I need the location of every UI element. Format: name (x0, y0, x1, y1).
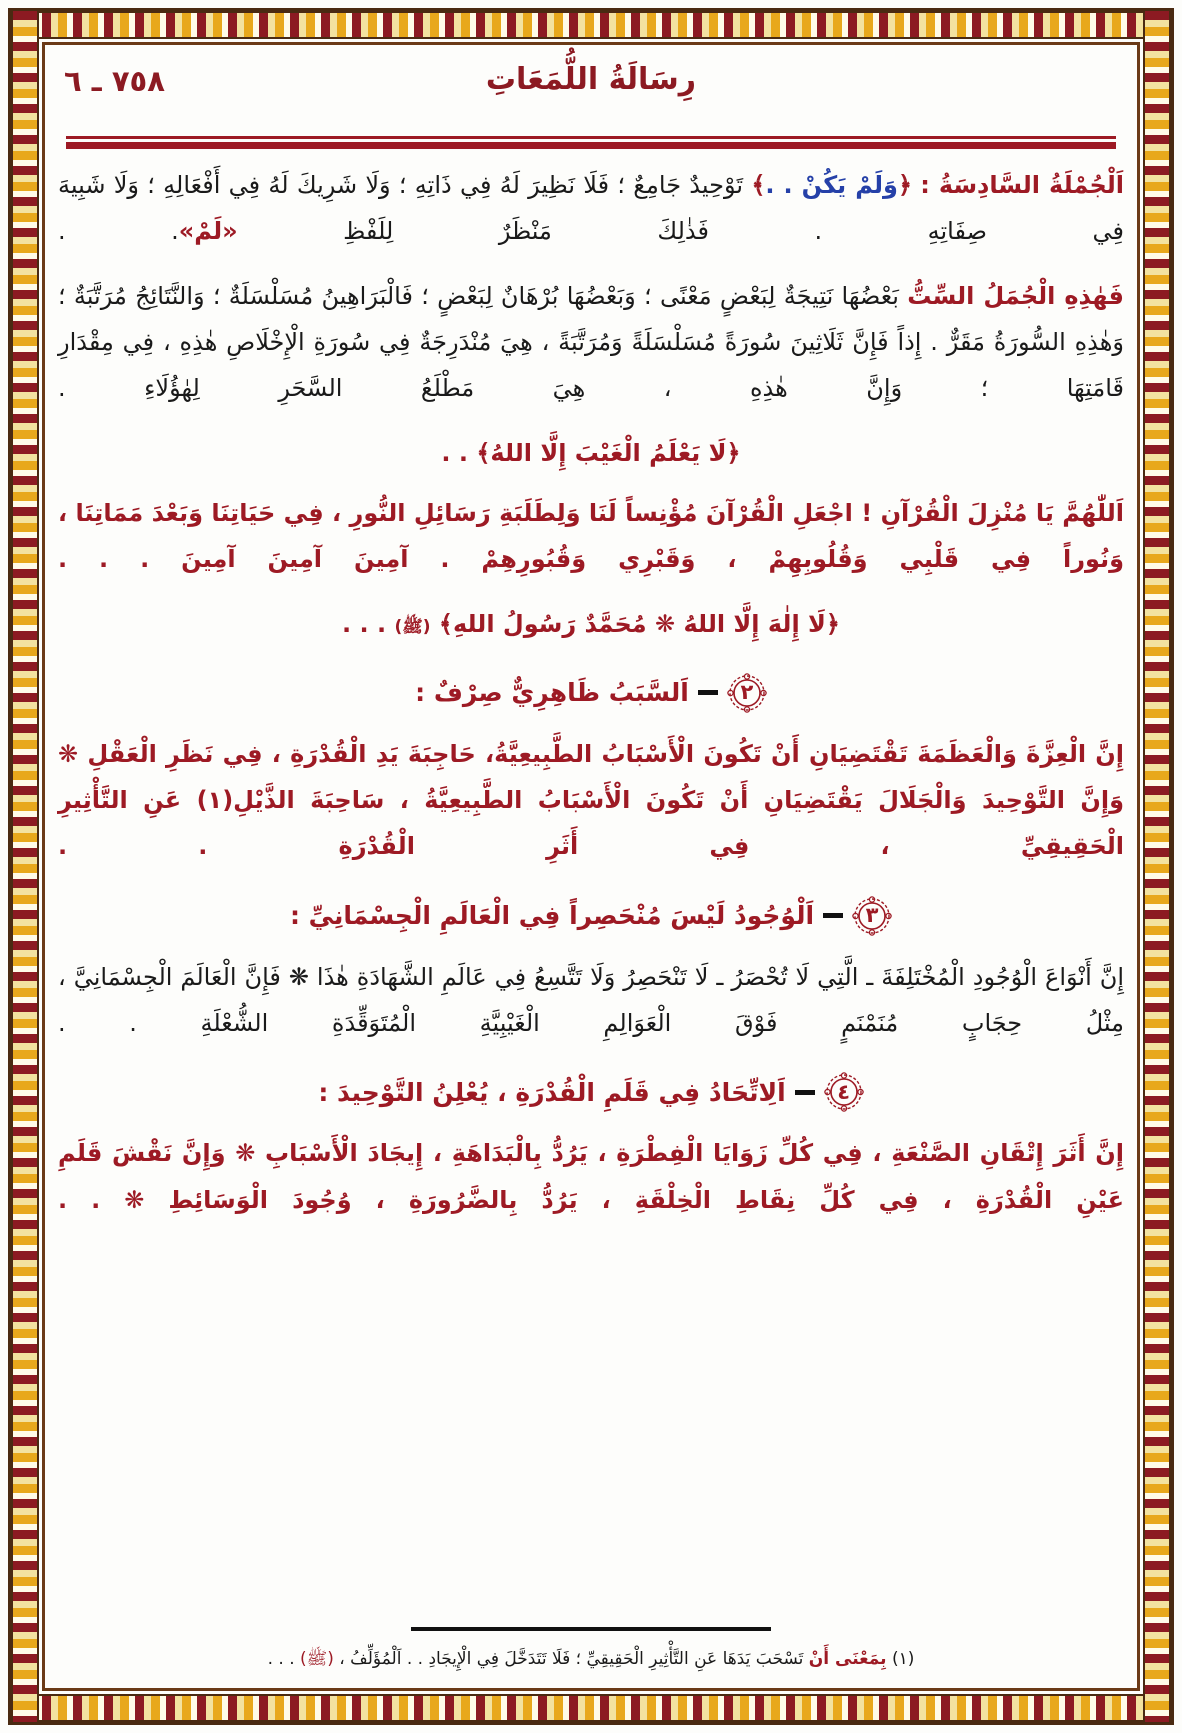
footnote-pbuh-icon: (ﷺ) (300, 1649, 334, 1670)
sixth-sentence-body: تَوْحِيدٌ جَامِعٌ ؛ فَلَا نَظِيرَ لَهُ فِي ذَاتِهِ ؛ وَلَا شَرِيكَ لَهُ فِي أَفْعَالِهِ ؛ وَلَا شَبِيهَ فِي صِفَاتِهِ . فَذٰلِكَ مَنْظَرٌ لِلَفْظِ (58, 171, 1124, 246)
quran-quote: وَلَمْ يَكُنْ . . (765, 171, 898, 199)
shahada-line (58, 601, 1124, 647)
verse-bracket-close: ﴾ (476, 438, 491, 467)
shahada-tail: . . . (342, 609, 387, 638)
section-2-body: إِنَّ الْعِزَّةَ وَالْعَظَمَةَ تَقْتَضِيَانِ أَنْ تَكُونَ الْأَسْبَابُ الطَّبِيعِيَّةُ، حَاجِبَةَ يَدِ الْقُدْرَةِ ، فِي نَظَرِ الْعَقْلِ ❋ وَإِنَّ التَّوْحِيدَ وَالْجَلَالَ يَقْتَضِيَانِ أَنْ تَكُونَ الْأَسْبَابُ الطَّبِيعِيَّةُ ، سَاحِبَةَ الذَّيْلِ (58, 739, 1125, 815)
verse-bracket-open: ﴿ (726, 438, 741, 467)
section-number-3: ٣ (865, 903, 879, 928)
footnote-marker: (١) (891, 1649, 915, 1670)
section-number-badge-2 (727, 673, 767, 713)
section-number-2: ٢ (740, 680, 754, 705)
quote-bracket-close: ﴾ (751, 171, 766, 199)
section-number-badge-3 (852, 896, 892, 936)
shahada-bracket-close: ﴾ (438, 609, 453, 638)
page-title: رِسَالَةُ اللُّمَعَاتِ (485, 62, 697, 97)
section-heading-3 (58, 896, 1124, 936)
paragraph-section-2 (58, 731, 1124, 870)
six-sentences-body: بَعْضُهَا نَتِيجَةٌ لِبَعْضٍ مَعْنًى ؛ وَبَعْضُهَا بُرْهَانٌ لِبَعْضٍ ؛ فَالْبَرَاهِينُ مُسَلْسَلَةٌ ؛ وَالنَّتَائِجُ مُرَتَّبَةٌ ؛ وَهٰذِهِ السُّورَةُ مَقَرٌّ . إِذاً فَإِنَّ ثَلَاثِينَ سُورَةً مُسَلْسَلَةً وَمُرَتَّبَةً ، هِيَ مُنْدَرِجَةٌ فِي سُورَةِ الْإِخْلَاصِ هٰذِهِ ، فِي مِقْدَارِ قَامَتِهَا ؛ وَإِنَّ هٰذِهِ ، هِيَ مَطْلَعُ السَّحَرِ لِهٰؤُلَاءِ . (58, 281, 1124, 403)
six-sentences-label: فَهٰذِهِ الْجُمَلُ السِّتُّ (907, 281, 1124, 310)
shahada-text: لَا إِلٰهَ إِلَّا اللهُ ❋ مُحَمَّدٌ رَسُولُ اللهِ (452, 609, 826, 638)
lam-word: «لَمْ» (178, 217, 238, 246)
body-text (58, 162, 1124, 1223)
border-braid-bottom (11, 1694, 1171, 1722)
paragraph-six-sentences (58, 273, 1124, 412)
section-number-badge-4 (824, 1072, 864, 1112)
section-2-body-cont: عَنِ التَّأْثِيرِ الْحَقِيقِيِّ ، فِي أَثَرِ الْقُدْرَةِ . . (58, 786, 1124, 861)
border-braid-left (11, 11, 39, 1722)
footnote-lead: بِمَعْنَى أَنْ (808, 1649, 887, 1670)
paragraph-sixth-sentence (58, 162, 1124, 255)
footnote-body: تَسْحَبَ يَدَهَا عَنِ التَّأْثِيرِ الْحَقِيقِيِّ ؛ فَلَا تَتَدَخَّلَ فِي الْإِيجَادِ . . اَلْمُؤَلِّفُ ، (339, 1649, 804, 1670)
quote-bracket-open: ﴿ (897, 171, 913, 199)
border-braid-right (1143, 11, 1171, 1722)
verse-unseen (58, 430, 1124, 476)
header-divider (66, 136, 1116, 148)
section-title-4: اَلِاتِّحَادُ فِي قَلَمِ الْقُدْرَةِ ، يُعْلِنُ التَّوْحِيدَ : (318, 1077, 786, 1107)
paragraph-section-4: إِنَّ أَثَرَ إِتْقَانِ الصَّنْعَةِ ، فِي كُلِّ زَوَايَا الْفِطْرَةِ ، يَرُدُّ بِالْبَدَاهَةِ ، إِيجَادَ الْأَسْبَابِ ❋ وَإِنَّ نَقْشَ قَلَمِ عَيْنِ الْقُدْرَةِ ، فِي كُلِّ نِقَاطِ الْخِلْقَةِ ، يَرُدُّ بِالضَّرُورَةِ ، وُجُودَ الْوَسَائِطِ ❋ . . (58, 1139, 1124, 1214)
section-heading-2 (58, 673, 1124, 713)
footnote-area (58, 1627, 1124, 1675)
sixth-sentence-tail: . . (58, 217, 179, 246)
heading-dash-2 (698, 690, 718, 695)
verse-tail: . . (441, 438, 468, 467)
border-braid-top (11, 11, 1171, 39)
shahada-bracket-open: ﴿ (825, 609, 840, 638)
section-title-3: اَلْوُجُودُ لَيْسَ مُنْحَصِراً فِي الْعَالَمِ الْجِسْمَانِيِّ : (289, 901, 815, 931)
section-title-2: اَلسَّبَبُ ظَاهِرِيٌّ صِرْفٌ : (415, 678, 689, 708)
section-heading-4 (58, 1072, 1124, 1112)
footnote-1 (58, 1645, 1124, 1675)
page-content (58, 52, 1124, 1681)
page-header (58, 52, 1124, 130)
page-number: ٧٥٨ ـ ٦ (64, 64, 165, 98)
heading-dash-3 (823, 913, 843, 918)
footnote-ref-1: (١) (196, 786, 234, 815)
footnote-divider (411, 1627, 771, 1631)
verse-text: لَا يَعْلَمُ الْغَيْبَ إِلَّا اللهُ (490, 438, 727, 467)
sixth-sentence-label: اَلْجُمْلَةُ السَّادِسَةُ : (920, 171, 1125, 199)
heading-dash-4 (795, 1090, 815, 1095)
section-number-4: ٤ (837, 1079, 851, 1104)
footnote-tail: . . . (267, 1649, 295, 1670)
paragraph-dua: اَللّٰهُمَّ يَا مُنْزِلَ الْقُرْآنِ ! اجْعَلِ الْقُرْآنَ مُؤْنِساً لَنَا وَلِطَلَبَةِ رَسَائِلِ النُّورِ ، فِي حَيَاتِنَا وَبَعْدَ مَمَاتِنَا ، وَنُوراً فِي قَلْبِي وَقُلُوبِهِمْ ، وَقَبْرِي وَقُبُورِهِمْ . آمِينَ آمِينَ آمِينَ . . . (58, 498, 1124, 574)
paragraph-section-3: إِنَّ أَنْوَاعَ الْوُجُودِ الْمُخْتَلِفَةَ ـ الَّتِي لَا تُحْصَرُ ـ لَا تَنْحَصِرُ وَلَا تَتَّسِعُ فِي عَالَمِ الشَّهَادَةِ هٰذَا ❋ فَإِنَّ الْعَالَمَ الْجِسْمَانِيَّ ، مِثْلُ حِجَابٍ مُنَمْنَمٍ فَوْقَ الْعَوَالِمِ الْغَيْبِيَّةِ الْمُتَوَقِّدَةِ الشُّعْلَةِ . . (58, 962, 1124, 1038)
pbuh-icon: (ﷺ) (394, 616, 431, 637)
